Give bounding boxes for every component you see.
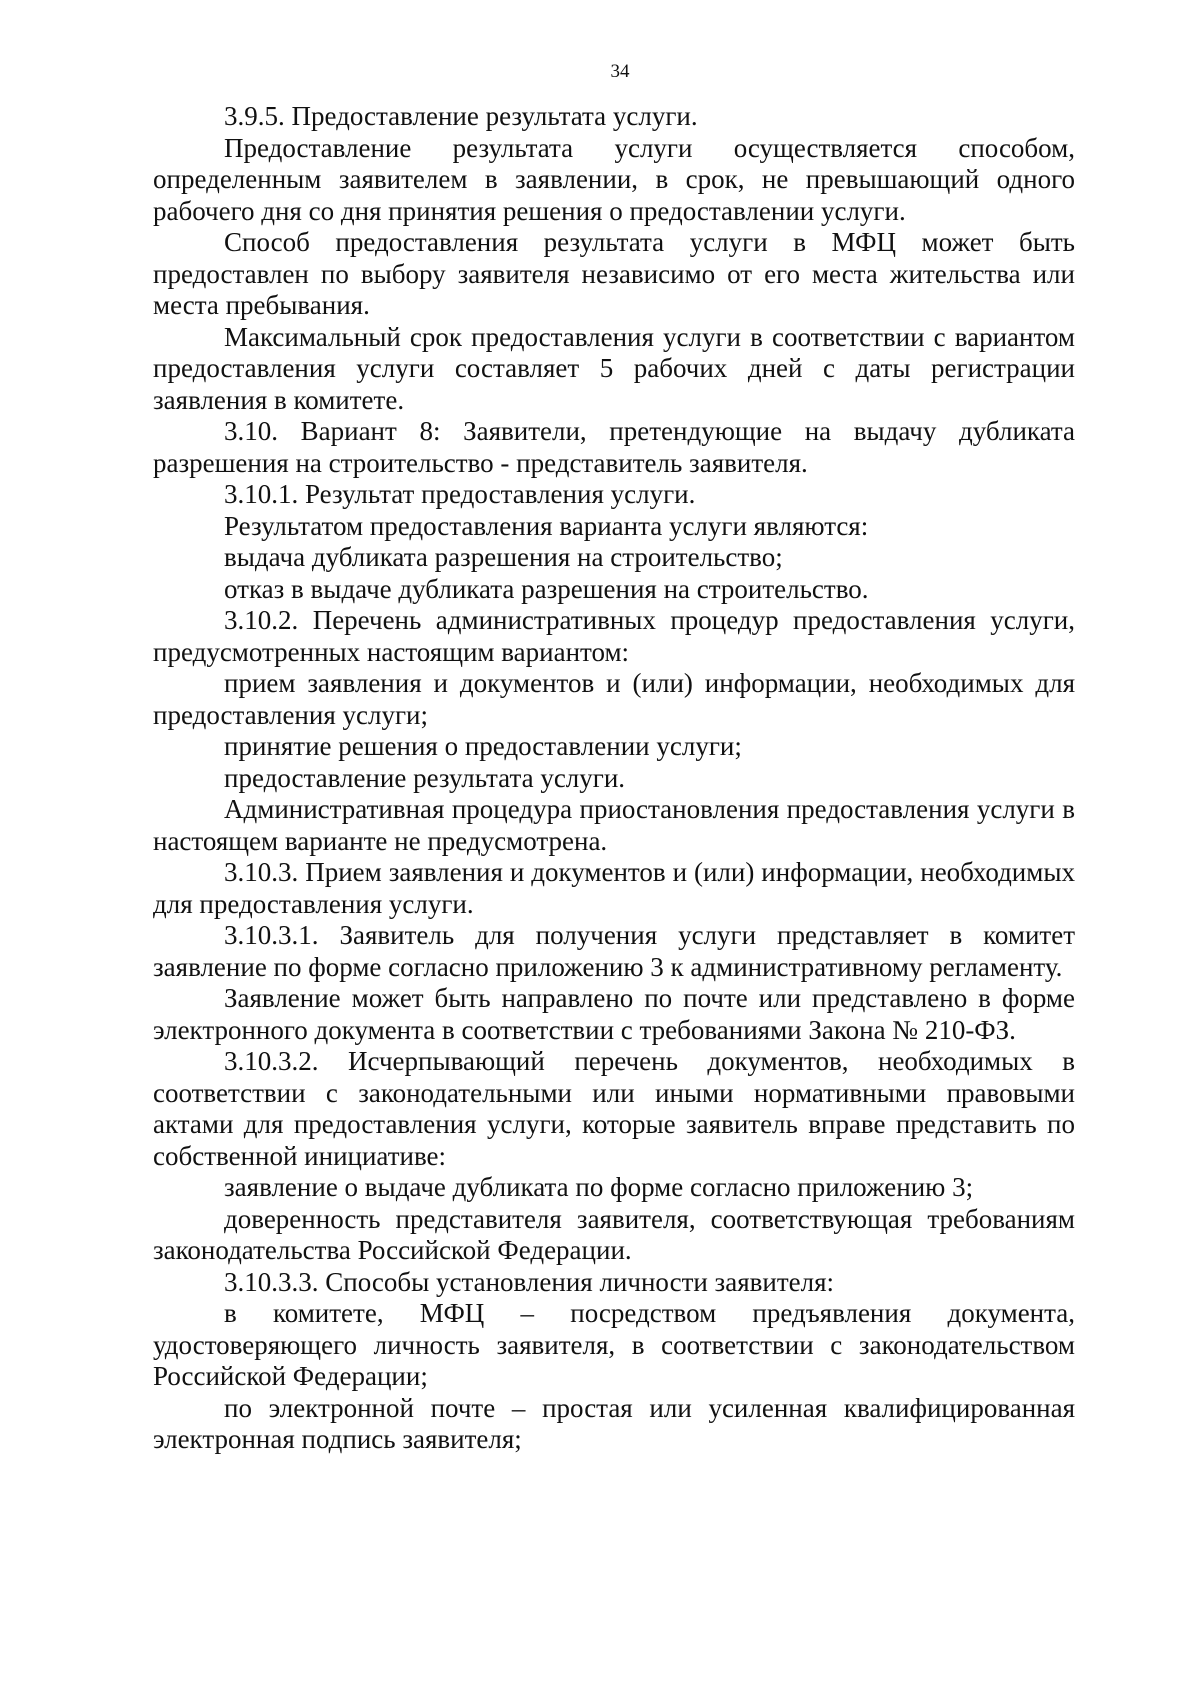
- paragraph: 3.10.3.2. Исчерпывающий перечень документов, необходимых в соответствии с законодательными или иными нормативными правовыми актами для предоставления услуги, которые заявитель вправе представить по собственной инициативе:: [153, 1046, 1075, 1171]
- paragraph: предоставление результата услуги.: [224, 762, 626, 793]
- document-body: [153, 101, 1075, 1456]
- paragraph: принятие решения о предоставлении услуги;: [224, 731, 742, 761]
- paragraph: 3.10.3. Прием заявления и документов и (или) информации, необходимых для предоставления услуги.: [153, 857, 1075, 919]
- paragraph: отказ в выдаче дубликата разрешения на строительство.: [224, 573, 869, 604]
- paragraph: прием заявления и документов и (или) информации, необходимых для предоставления услуги;: [153, 668, 1075, 730]
- paragraph: 3.10. Вариант 8: Заявители, претендующие на выдачу дубликата разрешения на строительство - представитель заявителя.: [153, 416, 1075, 478]
- paragraph: доверенность представителя заявителя, соответствующая требованиям законодательства Российской Федерации.: [153, 1203, 1075, 1265]
- paragraph: в комитете, МФЦ – посредством предъявления документа, удостоверяющего личность заявителя, в соответствии с законодательством Российской Федерации;: [153, 1298, 1075, 1391]
- paragraph: 3.10.2. Перечень административных процедур предоставления услуги, предусмотренных настоящим вариантом:: [153, 605, 1075, 667]
- paragraph: 3.10.3.3. Способы установления личности заявителя:: [224, 1266, 835, 1297]
- page-number: 34: [610, 61, 630, 82]
- paragraph: Предоставление результата услуги осуществляется способом, определенным заявителем в заявлении, в срок, не превышающий одного рабочего дня со дня принятия решения о предоставлении услуги.: [153, 132, 1075, 226]
- paragraph: Результатом предоставления варианта услуги являются:: [224, 510, 869, 541]
- paragraph: Заявление может быть направлено по почте или представлено в форме электронного документа в соответствии с требованиями Закона № 210-ФЗ.: [153, 983, 1075, 1045]
- paragraph: Максимальный срок предоставления услуги в соответствии с вариантом предоставления услуги составляет 5 рабочих дней с даты регистрации заявления в комитете.: [153, 321, 1075, 415]
- paragraph: выдача дубликата разрешения на строительство;: [224, 542, 783, 572]
- paragraph: заявление о выдаче дубликата по форме согласно приложению 3;: [224, 1172, 974, 1202]
- paragraph: 3.10.3.1. Заявитель для получения услуги представляет в комитет заявление по форме согласно приложению 3 к административному регламенту.: [153, 920, 1075, 982]
- paragraph: по электронной почте – простая или усиленная квалифицированная электронная подпись заявителя;: [153, 1392, 1075, 1454]
- paragraph: Способ предоставления результата услуги в МФЦ может быть предоставлен по выбору заявителя независимо от его места жительства или места пребывания.: [153, 227, 1075, 320]
- paragraph: Административная процедура приостановления предоставления услуги в настоящем варианте не предусмотрена.: [153, 794, 1075, 856]
- paragraph: 3.9.5. Предоставление результата услуги.: [224, 101, 698, 131]
- paragraph: 3.10.1. Результат предоставления услуги.: [224, 479, 696, 509]
